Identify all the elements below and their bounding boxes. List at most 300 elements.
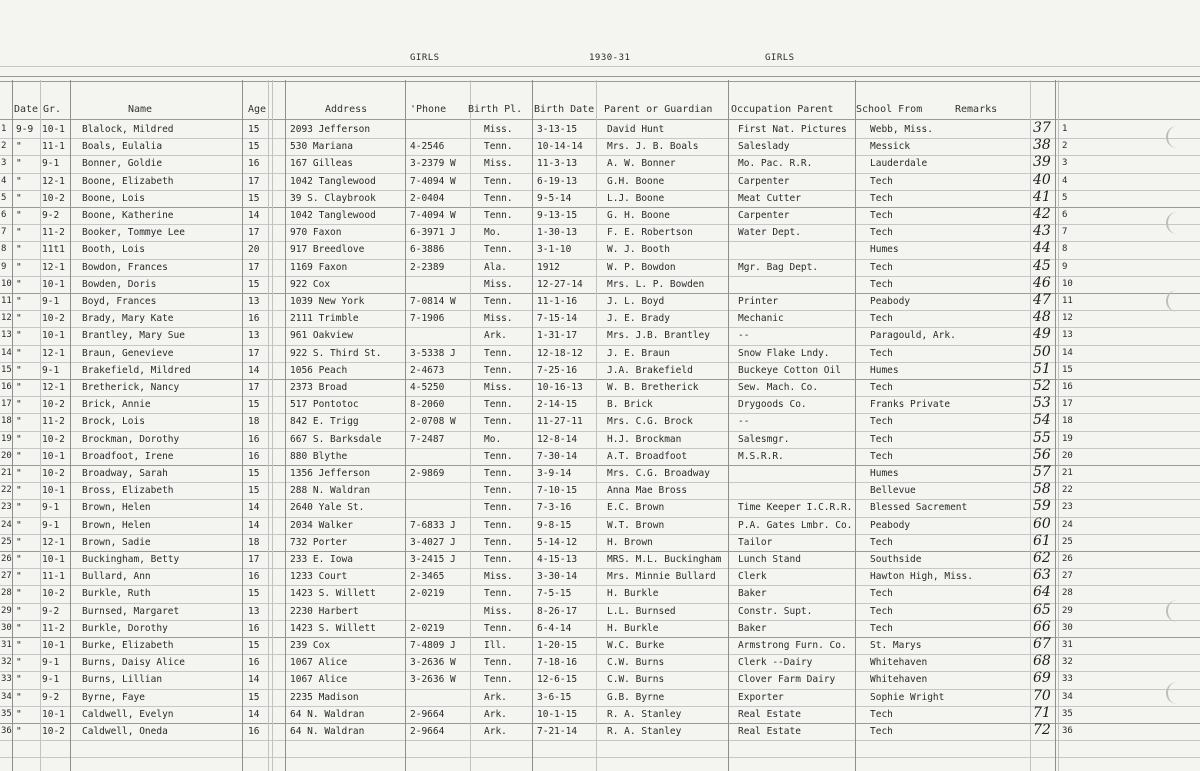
column-rule	[242, 80, 243, 771]
cell-birth-place: Miss.	[484, 279, 513, 290]
cell-date: "	[16, 520, 22, 531]
cell-occupation: Salesmgr.	[738, 434, 790, 445]
header-date: Date	[14, 104, 39, 115]
rule-line	[0, 138, 1200, 139]
left-margin-number: 23	[1, 502, 12, 512]
cell-birth-place: Miss.	[484, 606, 513, 617]
cell-grade: 10-2	[42, 434, 65, 445]
cell-occupation: Water Dept.	[738, 227, 801, 238]
row-number: 8	[1062, 244, 1068, 254]
cell-birth-date: 12-18-12	[537, 348, 583, 359]
rule-line	[0, 76, 1200, 77]
cell-remark-number: 48	[1033, 309, 1051, 325]
cell-occupation: Saleslady	[738, 141, 790, 152]
cell-school: Bellevue	[870, 485, 916, 496]
cell-remark-number: 38	[1033, 137, 1051, 153]
header-occupation: Occupation Parent	[731, 104, 834, 115]
cell-age: 13	[248, 606, 260, 617]
cell-birth-place: Tenn.	[484, 193, 513, 204]
cell-date: "	[16, 279, 22, 290]
cell-birth-date: 3-6-15	[537, 692, 572, 703]
cell-parent: W.T. Brown	[607, 520, 665, 531]
row-number: 19	[1062, 434, 1073, 444]
cell-occupation: Meat Cutter	[738, 193, 801, 204]
cell-address: 1042 Tanglewood	[290, 176, 376, 187]
cell-remark-number: 66	[1033, 619, 1051, 635]
cell-school: Tech	[870, 434, 893, 445]
cell-parent: W. B. Bretherick	[607, 382, 699, 393]
cell-birth-date: 7-21-14	[537, 726, 578, 737]
cell-age: 14	[248, 520, 260, 531]
cell-age: 17	[248, 382, 260, 393]
row-number: 6	[1062, 210, 1068, 220]
cell-birth-place: Ark.	[484, 330, 507, 341]
cell-school: Sophie Wright	[870, 692, 945, 703]
cell-name: Broadfoot, Irene	[82, 451, 174, 462]
cell-birth-date: 3-13-15	[537, 124, 578, 135]
cell-parent: Mrs. C.G. Broadway	[607, 468, 710, 479]
cell-phone: 3-2636 W	[410, 674, 456, 685]
cell-remark-number: 39	[1033, 154, 1051, 170]
cell-remark-number: 62	[1033, 550, 1051, 566]
cell-name: Broadway, Sarah	[82, 468, 168, 479]
cell-parent: J. E. Braun	[607, 348, 670, 359]
row-number: 11	[1062, 296, 1073, 306]
cell-school: Tech	[870, 262, 893, 273]
cell-date: "	[16, 193, 22, 204]
cell-date: "	[16, 606, 22, 617]
cell-date: "	[16, 399, 22, 410]
cell-age: 16	[248, 623, 260, 634]
cell-parent: Mrs. Minnie Bullard	[607, 571, 716, 582]
column-rule	[70, 80, 71, 771]
cell-school: Tech	[870, 726, 893, 737]
cell-address: 917 Breedlove	[290, 244, 365, 255]
cell-grade: 10-1	[42, 330, 65, 341]
rule-line	[0, 723, 1200, 724]
cell-birth-place: Tenn.	[484, 674, 513, 685]
cell-name: Boone, Elizabeth	[82, 176, 174, 187]
cell-age: 15	[248, 692, 260, 703]
cell-birth-place: Tenn.	[484, 623, 513, 634]
cell-parent: A.T. Broadfoot	[607, 451, 688, 462]
row-number: 14	[1062, 348, 1073, 358]
row-number: 4	[1062, 176, 1068, 186]
cell-school: Blessed Sacrement	[870, 502, 968, 513]
cell-occupation: Real Estate	[738, 726, 801, 737]
cell-school: Tech	[870, 176, 893, 187]
cell-grade: 9-1	[42, 502, 60, 513]
cell-school: Webb, Miss.	[870, 124, 933, 135]
cell-address: 530 Mariana	[290, 141, 353, 152]
cell-age: 16	[248, 726, 260, 737]
cell-grade: 10-1	[42, 485, 65, 496]
row-number: 18	[1062, 416, 1073, 426]
cell-grade: 10-1	[42, 451, 65, 462]
cell-date: "	[16, 348, 22, 359]
title-right-label: GIRLS	[765, 53, 795, 63]
cell-remark-number: 65	[1033, 602, 1051, 618]
cell-phone: 6-3971 J	[410, 227, 456, 238]
cell-date: "	[16, 296, 22, 307]
cell-age: 14	[248, 674, 260, 685]
cell-parent: G.H. Boone	[607, 176, 665, 187]
cell-grade: 10-2	[42, 468, 65, 479]
column-rule	[285, 80, 286, 771]
cell-school: Tech	[870, 537, 893, 548]
cell-phone: 2-0708 W	[410, 416, 456, 427]
cell-birth-place: Tenn.	[484, 399, 513, 410]
cell-remark-number: 69	[1033, 670, 1051, 686]
cell-birth-date: 7-10-15	[537, 485, 578, 496]
cell-remark-number: 46	[1033, 275, 1051, 291]
rule-line	[0, 293, 1200, 294]
cell-remark-number: 57	[1033, 464, 1051, 480]
rule-line	[0, 119, 1200, 120]
cell-address: 239 Cox	[290, 640, 331, 651]
cell-grade: 12-1	[42, 176, 65, 187]
cell-address: 1423 S. Willett	[290, 623, 376, 634]
cell-phone: 2-2389	[410, 262, 445, 273]
row-number: 29	[1062, 606, 1073, 616]
cell-name: Bowdon, Frances	[82, 262, 168, 273]
cell-name: Byrne, Faye	[82, 692, 145, 703]
rule-line	[0, 207, 1200, 208]
cell-address: 922 Cox	[290, 279, 331, 290]
cell-birth-date: 10-14-14	[537, 141, 583, 152]
cell-parent: J. L. Boyd	[607, 296, 665, 307]
cell-age: 15	[248, 141, 260, 152]
cell-address: 1056 Peach	[290, 365, 348, 376]
cell-birth-place: Tenn.	[484, 520, 513, 531]
row-number: 17	[1062, 399, 1073, 409]
cell-birth-place: Ark.	[484, 709, 507, 720]
rule-line	[0, 620, 1200, 621]
cell-address: 1042 Tanglewood	[290, 210, 376, 221]
cell-school: Tech	[870, 313, 893, 324]
rule-line	[0, 465, 1200, 466]
cell-address: 1039 New York	[290, 296, 365, 307]
cell-age: 18	[248, 537, 260, 548]
cell-school: Whitehaven	[870, 657, 928, 668]
cell-address: 2373 Broad	[290, 382, 348, 393]
left-margin-number: 8	[1, 244, 7, 254]
cell-parent: R. A. Stanley	[607, 726, 682, 737]
binder-hole	[1166, 682, 1182, 704]
cell-school: Messick	[870, 141, 911, 152]
cell-grade: 9-1	[42, 365, 60, 376]
cell-name: Bonner, Goldie	[82, 158, 163, 169]
cell-name: Blalock, Mildred	[82, 124, 174, 135]
cell-phone: 7-4094 W	[410, 210, 456, 221]
cell-date: "	[16, 674, 22, 685]
cell-date: "	[16, 262, 22, 273]
cell-address: 1067 Alice	[290, 674, 348, 685]
row-number: 24	[1062, 520, 1073, 530]
cell-phone: 7-6833 J	[410, 520, 456, 531]
cell-remark-number: 37	[1033, 120, 1051, 136]
cell-grade: 9-1	[42, 158, 60, 169]
cell-remark-number: 47	[1033, 292, 1051, 308]
cell-date: "	[16, 227, 22, 238]
cell-name: Brown, Helen	[82, 520, 151, 531]
cell-date: "	[16, 640, 22, 651]
cell-birth-place: Tenn.	[484, 451, 513, 462]
cell-occupation: Real Estate	[738, 709, 801, 720]
cell-remark-number: 72	[1033, 722, 1051, 738]
cell-occupation: Clover Farm Dairy	[738, 674, 836, 685]
cell-grade: 9-1	[42, 657, 60, 668]
cell-occupation: Buckeye Cotton Oil	[738, 365, 841, 376]
cell-age: 14	[248, 502, 260, 513]
cell-birth-place: Ala.	[484, 262, 507, 273]
cell-birth-date: 6-19-13	[537, 176, 578, 187]
cell-grade: 10-1	[42, 640, 65, 651]
cell-age: 17	[248, 554, 260, 565]
cell-school: Tech	[870, 227, 893, 238]
cell-name: Burns, Daisy Alice	[82, 657, 185, 668]
cell-name: Burnsed, Margaret	[82, 606, 180, 617]
cell-address: 39 S. Claybrook	[290, 193, 376, 204]
cell-birth-place: Tenn.	[484, 296, 513, 307]
cell-age: 14	[248, 210, 260, 221]
cell-birth-date: 4-15-13	[537, 554, 578, 565]
cell-parent: J.A. Brakefield	[607, 365, 693, 376]
cell-school: Tech	[870, 193, 893, 204]
rule-line	[0, 706, 1200, 707]
rule-line	[0, 81, 1200, 82]
cell-address: 842 E. Trigg	[290, 416, 359, 427]
cell-age: 15	[248, 124, 260, 135]
cell-occupation: Baker	[738, 623, 767, 634]
cell-age: 16	[248, 434, 260, 445]
cell-occupation: P.A. Gates Lmbr. Co.	[738, 520, 853, 531]
cell-remark-number: 44	[1033, 240, 1051, 256]
cell-age: 13	[248, 296, 260, 307]
cell-parent: C.W. Burns	[607, 657, 665, 668]
cell-school: Tech	[870, 623, 893, 634]
rule-line	[0, 259, 1200, 260]
cell-parent: E.C. Brown	[607, 502, 665, 513]
cell-grade: 12-1	[42, 262, 65, 273]
cell-phone: 2-0404	[410, 193, 445, 204]
cell-school: Lauderdale	[870, 158, 928, 169]
cell-age: 16	[248, 451, 260, 462]
cell-name: Boals, Eulalia	[82, 141, 163, 152]
left-margin-number: 13	[1, 330, 12, 340]
cell-birth-date: 12-8-14	[537, 434, 578, 445]
rule-line	[0, 482, 1200, 483]
column-rule	[728, 80, 729, 771]
cell-name: Boone, Lois	[82, 193, 145, 204]
left-margin-number: 3	[1, 158, 7, 168]
cell-school: Franks Private	[870, 399, 951, 410]
cell-address: 64 N. Waldran	[290, 709, 365, 720]
cell-school: Humes	[870, 244, 899, 255]
cell-parent: H.J. Brockman	[607, 434, 682, 445]
title-year: 1930-31	[589, 53, 631, 63]
cell-grade: 11-2	[42, 623, 65, 634]
cell-birth-date: 1-20-15	[537, 640, 578, 651]
cell-age: 17	[248, 176, 260, 187]
cell-address: 732 Porter	[290, 537, 348, 548]
cell-parent: A. W. Bonner	[607, 158, 676, 169]
rule-line	[0, 654, 1200, 655]
row-number: 30	[1062, 623, 1073, 633]
cell-remark-number: 56	[1033, 447, 1051, 463]
cell-birth-date: 2-14-15	[537, 399, 578, 410]
left-margin-number: 34	[1, 692, 12, 702]
cell-parent: G.B. Byrne	[607, 692, 665, 703]
cell-occupation: Mo. Pac. R.R.	[738, 158, 813, 169]
cell-grade: 10-2	[42, 313, 65, 324]
row-number: 36	[1062, 726, 1073, 736]
cell-parent: W.C. Burke	[607, 640, 665, 651]
cell-birth-place: Miss.	[484, 124, 513, 135]
cell-age: 14	[248, 709, 260, 720]
cell-parent: J. E. Brady	[607, 313, 670, 324]
cell-remark-number: 58	[1033, 481, 1051, 497]
cell-school: St. Marys	[870, 640, 922, 651]
cell-birth-place: Ark.	[484, 692, 507, 703]
title-left-label: GIRLS	[410, 53, 440, 63]
cell-phone: 7-0814 W	[410, 296, 456, 307]
rule-line	[0, 431, 1200, 432]
cell-grade: 10-1	[42, 124, 65, 135]
cell-occupation: Armstrong Furn. Co.	[738, 640, 847, 651]
cell-school: Peabody	[870, 296, 911, 307]
header-grade: Gr.	[43, 104, 62, 115]
binder-hole	[1166, 126, 1182, 148]
cell-age: 17	[248, 262, 260, 273]
header-school: School From	[856, 104, 923, 115]
row-number: 1	[1062, 124, 1068, 134]
cell-phone: 4-2546	[410, 141, 445, 152]
cell-name: Brady, Mary Kate	[82, 313, 174, 324]
left-margin-number: 11	[1, 296, 12, 306]
cell-birth-place: Tenn.	[484, 485, 513, 496]
cell-birth-date: 6-4-14	[537, 623, 572, 634]
row-number: 31	[1062, 640, 1073, 650]
cell-date: "	[16, 313, 22, 324]
header-age: Age	[248, 104, 267, 115]
cell-grade: 10-2	[42, 588, 65, 599]
cell-age: 16	[248, 158, 260, 169]
cell-birth-place: Miss.	[484, 158, 513, 169]
cell-parent: W. J. Booth	[607, 244, 670, 255]
rule-line	[0, 585, 1200, 586]
cell-age: 15	[248, 640, 260, 651]
cell-remark-number: 50	[1033, 344, 1051, 360]
header-phone: 'Phone	[410, 104, 447, 115]
rule-line	[0, 448, 1200, 449]
cell-school: Paragould, Ark.	[870, 330, 956, 341]
left-margin-number: 1	[1, 124, 7, 134]
cell-phone: 2-9664	[410, 726, 445, 737]
cell-date: "	[16, 244, 22, 255]
cell-remark-number: 40	[1033, 172, 1051, 188]
cell-school: Tech	[870, 210, 893, 221]
cell-school: Humes	[870, 365, 899, 376]
left-margin-number: 10	[1, 279, 12, 289]
cell-name: Bretherick, Nancy	[82, 382, 180, 393]
rule-line	[0, 534, 1200, 535]
row-number: 9	[1062, 262, 1068, 272]
cell-name: Burkle, Ruth	[82, 588, 151, 599]
cell-name: Burkle, Dorothy	[82, 623, 168, 634]
cell-remark-number: 63	[1033, 567, 1051, 583]
cell-phone: 6-3886	[410, 244, 445, 255]
cell-grade: 11-1	[42, 141, 65, 152]
cell-age: 15	[248, 485, 260, 496]
row-number: 26	[1062, 554, 1073, 564]
cell-date: "	[16, 451, 22, 462]
cell-address: 1067 Alice	[290, 657, 348, 668]
rule-line	[0, 66, 1200, 67]
row-number: 20	[1062, 451, 1073, 461]
cell-phone: 2-4673	[410, 365, 445, 376]
cell-address: 233 E. Iowa	[290, 554, 353, 565]
cell-parent: Mrs. C.G. Brock	[607, 416, 693, 427]
cell-age: 20	[248, 244, 260, 255]
cell-occupation: Mechanic	[738, 313, 784, 324]
cell-grade: 11-1	[42, 571, 65, 582]
left-margin-number: 27	[1, 571, 12, 581]
cell-occupation: Time Keeper I.C.R.R.	[738, 502, 853, 513]
left-margin-number: 18	[1, 416, 12, 426]
cell-birth-place: Tenn.	[484, 537, 513, 548]
cell-phone: 2-9664	[410, 709, 445, 720]
left-margin-number: 5	[1, 193, 7, 203]
cell-date: "	[16, 588, 22, 599]
cell-remark-number: 51	[1033, 361, 1051, 377]
binder-hole	[1166, 290, 1182, 312]
left-margin-number: 15	[1, 365, 12, 375]
cell-parent: H. Burkle	[607, 623, 659, 634]
cell-occupation: Tailor	[738, 537, 773, 548]
cell-birth-date: 7-5-15	[537, 588, 572, 599]
rule-line	[0, 671, 1200, 672]
cell-date: "	[16, 692, 22, 703]
cell-birth-place: Ill.	[484, 640, 507, 651]
row-number: 34	[1062, 692, 1073, 702]
cell-name: Burke, Elizabeth	[82, 640, 174, 651]
rule-line	[0, 173, 1200, 174]
cell-birth-date: 11-1-16	[537, 296, 578, 307]
cell-birth-place: Mo.	[484, 227, 502, 238]
cell-grade: 10-2	[42, 193, 65, 204]
cell-birth-date: 7-25-16	[537, 365, 578, 376]
cell-address: 2230 Harbert	[290, 606, 359, 617]
cell-school: Tech	[870, 606, 893, 617]
cell-name: Booker, Tommye Lee	[82, 227, 185, 238]
cell-name: Boyd, Frances	[82, 296, 157, 307]
cell-parent: Mrs. J. B. Boals	[607, 141, 699, 152]
cell-phone: 2-0219	[410, 623, 445, 634]
cell-name: Caldwell, Oneda	[82, 726, 168, 737]
cell-phone: 3-2379 W	[410, 158, 456, 169]
cell-birth-date: 1-30-13	[537, 227, 578, 238]
cell-birth-place: Tenn.	[484, 657, 513, 668]
cell-occupation: Carpenter	[738, 176, 790, 187]
left-margin-number: 36	[1, 726, 12, 736]
cell-name: Brockman, Dorothy	[82, 434, 180, 445]
cell-school: Humes	[870, 468, 899, 479]
rule-line	[0, 603, 1200, 604]
left-margin-number: 17	[1, 399, 12, 409]
row-number: 28	[1062, 588, 1073, 598]
cell-grade: 12-1	[42, 382, 65, 393]
